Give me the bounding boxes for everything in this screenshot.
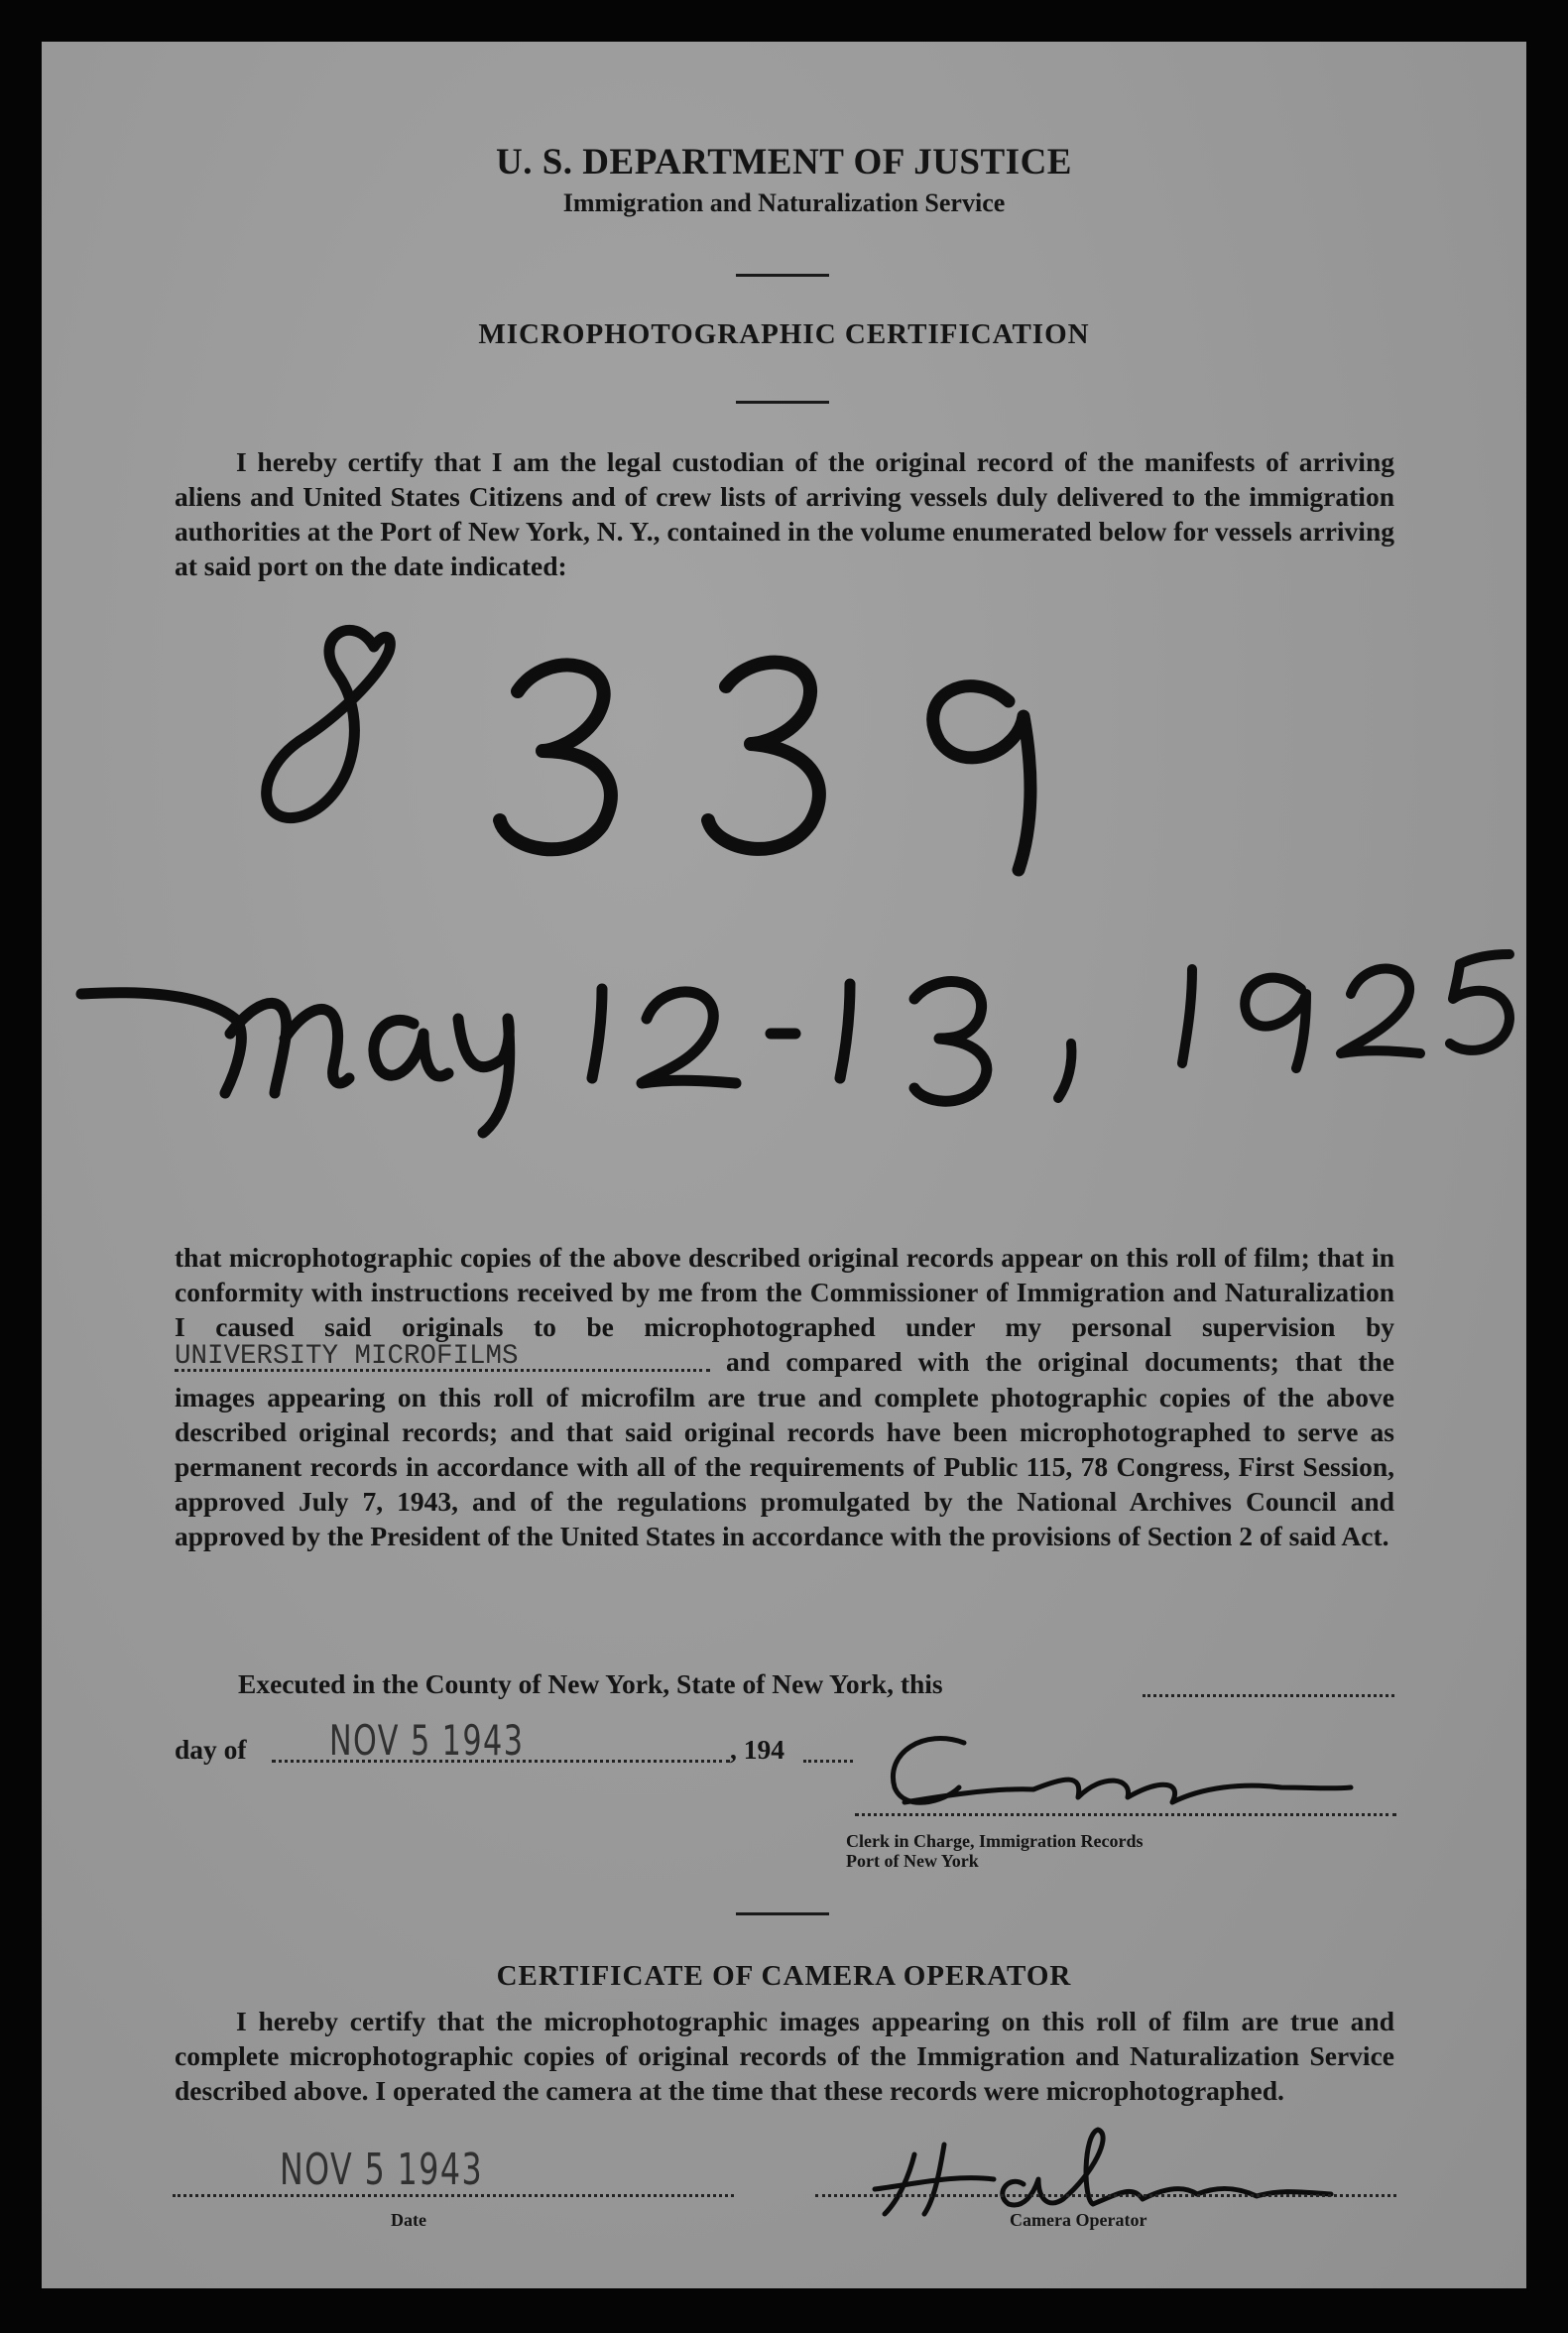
handwritten-ink <box>42 42 1526 2288</box>
year-prefix: , 194 <box>730 1734 784 1765</box>
handwritten-digit-8 <box>267 630 391 817</box>
execution-text: Executed in the County of New York, State of New York, this <box>238 1668 943 1699</box>
handwritten-comma <box>1058 1044 1071 1098</box>
date-label: Date <box>391 2210 426 2230</box>
clerk-signature-line <box>855 1813 1396 1816</box>
body-text-before: that microphotographic copies of the above described original records appear on this roll of film; that in conformity with instructions received by me from the Commissioner of Immigration and Naturalization I caused said originals to be microphotographed under my personal supervision by <box>175 1242 1394 1342</box>
department-heading: U. S. DEPARTMENT OF JUSTICE <box>496 142 1072 183</box>
body-text-after: and compared with the original documents; that the images appearing on this roll of microfilm are true and complete photographic copies of the above described original records; and that said original records have been microphotographed to serve as permanent records in accordance with all of the requirements of Public 115, 78 Congress, First Session, approved July 7, 1943, and of the regulations promulgated by the National Archives Council and approved by the President of the United States in accordance with the provisions of Section 2 of said Act. <box>175 1346 1395 1551</box>
handwritten-number-12 <box>592 989 736 1083</box>
divider <box>736 1912 829 1915</box>
handwritten-digit-9 <box>933 686 1030 870</box>
handwritten-digit-3 <box>708 663 819 849</box>
operator-label: Camera Operator <box>1010 2210 1147 2230</box>
year-blank <box>803 1760 853 1763</box>
date-line <box>173 2194 734 2197</box>
service-subheading: Immigration and Naturalization Service <box>562 188 1006 217</box>
body-paragraph <box>175 1240 1394 1553</box>
certificate-sheet <box>42 42 1526 2288</box>
certification-title: MICROPHOTOGRAPHIC CERTIFICATION <box>478 318 1090 350</box>
camera-certificate-title: CERTIFICATE OF CAMERA OPERATOR <box>496 1960 1072 1992</box>
clerk-title <box>846 1831 1143 1871</box>
camera-date-stamp: NOV 5 1943 <box>280 2145 484 2195</box>
operator-signature-strokes <box>875 2130 1331 2214</box>
clerk-title-line1: Clerk in Charge, Immigration Records <box>846 1831 1144 1851</box>
handwritten-word-may <box>81 993 510 1133</box>
camera-certificate-paragraph: I hereby certify that the microphotographic images appearing on this roll of film are true and complete microphotographic copies of original records of the Immigration and Naturalization Service described above. I operated the camera at the time that these records were microphotographed. <box>175 2006 1394 2106</box>
intro-paragraph: I hereby certify that I am the legal custodian of the original record of the manifests of arriving aliens and United States Citizens and of crew lists of arriving vessels duly delivered to the immigration authorities at the Port of New York, N. Y., contained in the volume enumerated below for vessels arriving at said port on the date indicated: <box>175 446 1394 581</box>
handwritten-number-13 <box>840 982 987 1102</box>
handwritten-year-1925 <box>1182 954 1509 1068</box>
day-of-label: day of <box>175 1734 247 1765</box>
clerk-signature-strokes <box>893 1739 1351 1803</box>
clerk-title-line2: Port of New York <box>846 1851 979 1871</box>
handwritten-digit-3 <box>500 666 611 850</box>
operator-company-field: UNIVERSITY MICROFILMS <box>175 1345 710 1372</box>
operator-signature-line <box>815 2194 1396 2197</box>
execution-day-blank <box>1143 1694 1394 1697</box>
execution-date-stamp: NOV 5 1943 <box>329 1716 525 1765</box>
